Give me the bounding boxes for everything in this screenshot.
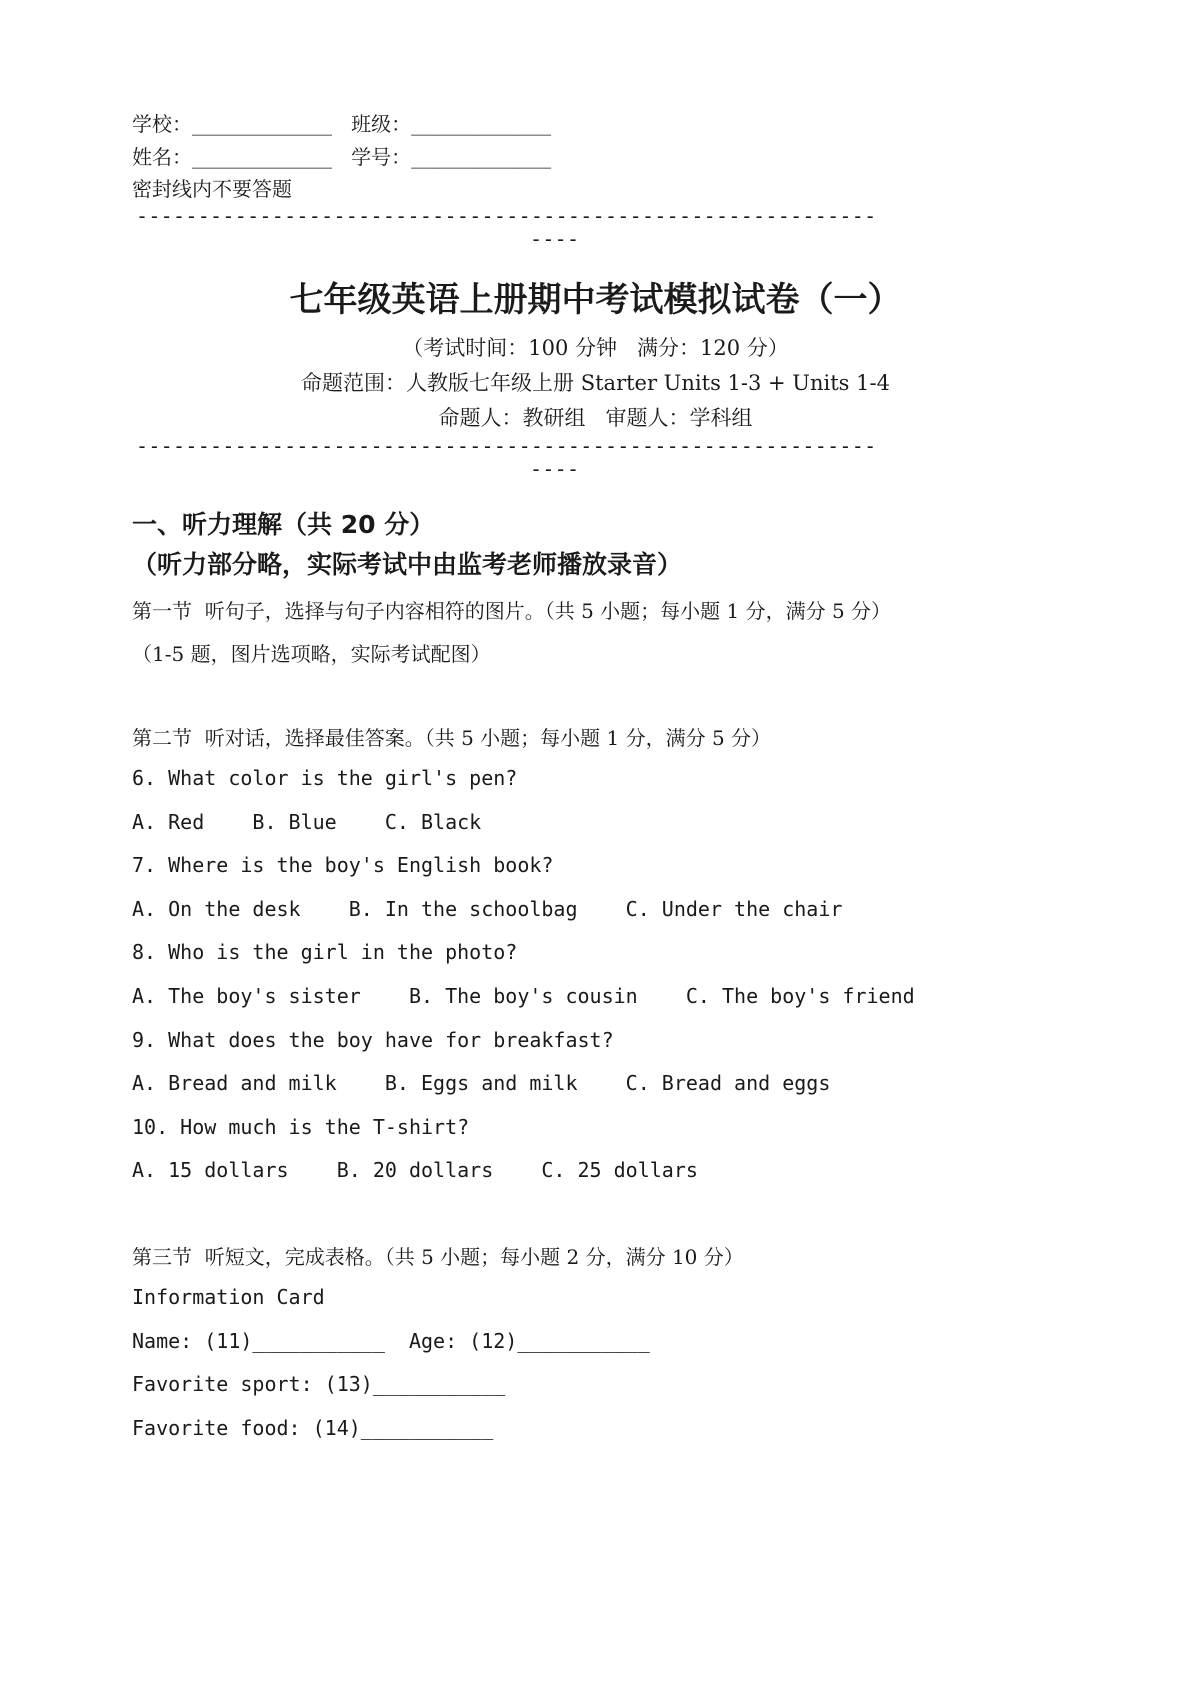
- part1-instruction: 第一节 听句子，选择与句子内容相符的图片。（共 5 小题；每小题 1 分，满分 5 分）: [132, 599, 892, 623]
- section-subheading: （听力部分略，实际考试中由监考老师播放录音）: [132, 550, 683, 579]
- info-name-age: Name: (11)___________ Age: (12)___________: [132, 1329, 650, 1353]
- part3-instruction: 第三节 听短文，完成表格。（共 5 小题；每小题 2 分，满分 10 分）: [132, 1245, 744, 1269]
- options-10: A. 15 dollars B. 20 dollars C. 25 dollars: [132, 1158, 698, 1182]
- question-9: 9. What does the boy have for breakfast?: [132, 1028, 614, 1052]
- seal-dash-line-end: ----: [530, 227, 580, 251]
- question-7: 7. Where is the boy's English book?: [132, 853, 554, 877]
- name-number-line: 姓名：______________ 学号：______________: [132, 145, 552, 169]
- seal-note: 密封线内不要答题: [132, 177, 292, 201]
- info-card-title: Information Card: [132, 1285, 325, 1309]
- question-8: 8. Who is the girl in the photo?: [132, 940, 518, 964]
- exam-authors: 命题人：教研组 审题人：学科组: [438, 406, 753, 430]
- exam-title: 七年级英语上册期中考试模拟试卷（一）: [289, 280, 902, 320]
- options-7: A. On the desk B. In the schoolbag C. Under the chair: [132, 897, 843, 921]
- info-favorite-food: Favorite food: (14)___________: [132, 1416, 494, 1440]
- exam-scope: 命题范围：人教版七年级上册 Starter Units 1-3 + Units 1-4: [301, 371, 890, 395]
- section-heading: 一、听力理解（共 20 分）: [132, 510, 435, 539]
- school-class-line: 学校：______________ 班级：______________: [132, 112, 552, 136]
- info-favorite-sport: Favorite sport: (13)___________: [132, 1372, 506, 1396]
- options-6: A. Red B. Blue C. Black: [132, 810, 482, 834]
- seal-dash-line: ------------------------------------------------------------: [136, 204, 877, 228]
- part2-instruction: 第二节 听对话，选择最佳答案。（共 5 小题；每小题 1 分，满分 5 分）: [132, 726, 772, 750]
- question-10: 10. How much is the T-shirt?: [132, 1115, 470, 1139]
- title-dash-line-end: ----: [530, 457, 580, 481]
- options-9: A. Bread and milk B. Eggs and milk C. Bread and eggs: [132, 1071, 831, 1095]
- title-dash-line: ------------------------------------------------------------: [136, 434, 877, 458]
- question-6: 6. What color is the girl's pen?: [132, 766, 518, 790]
- options-8: A. The boy's sister B. The boy's cousin C. The boy's friend: [132, 984, 915, 1008]
- part1-note: （1-5 题，图片选项略，实际考试配图）: [132, 642, 491, 666]
- exam-time-score: （考试时间：100 分钟 满分：120 分）: [402, 336, 789, 360]
